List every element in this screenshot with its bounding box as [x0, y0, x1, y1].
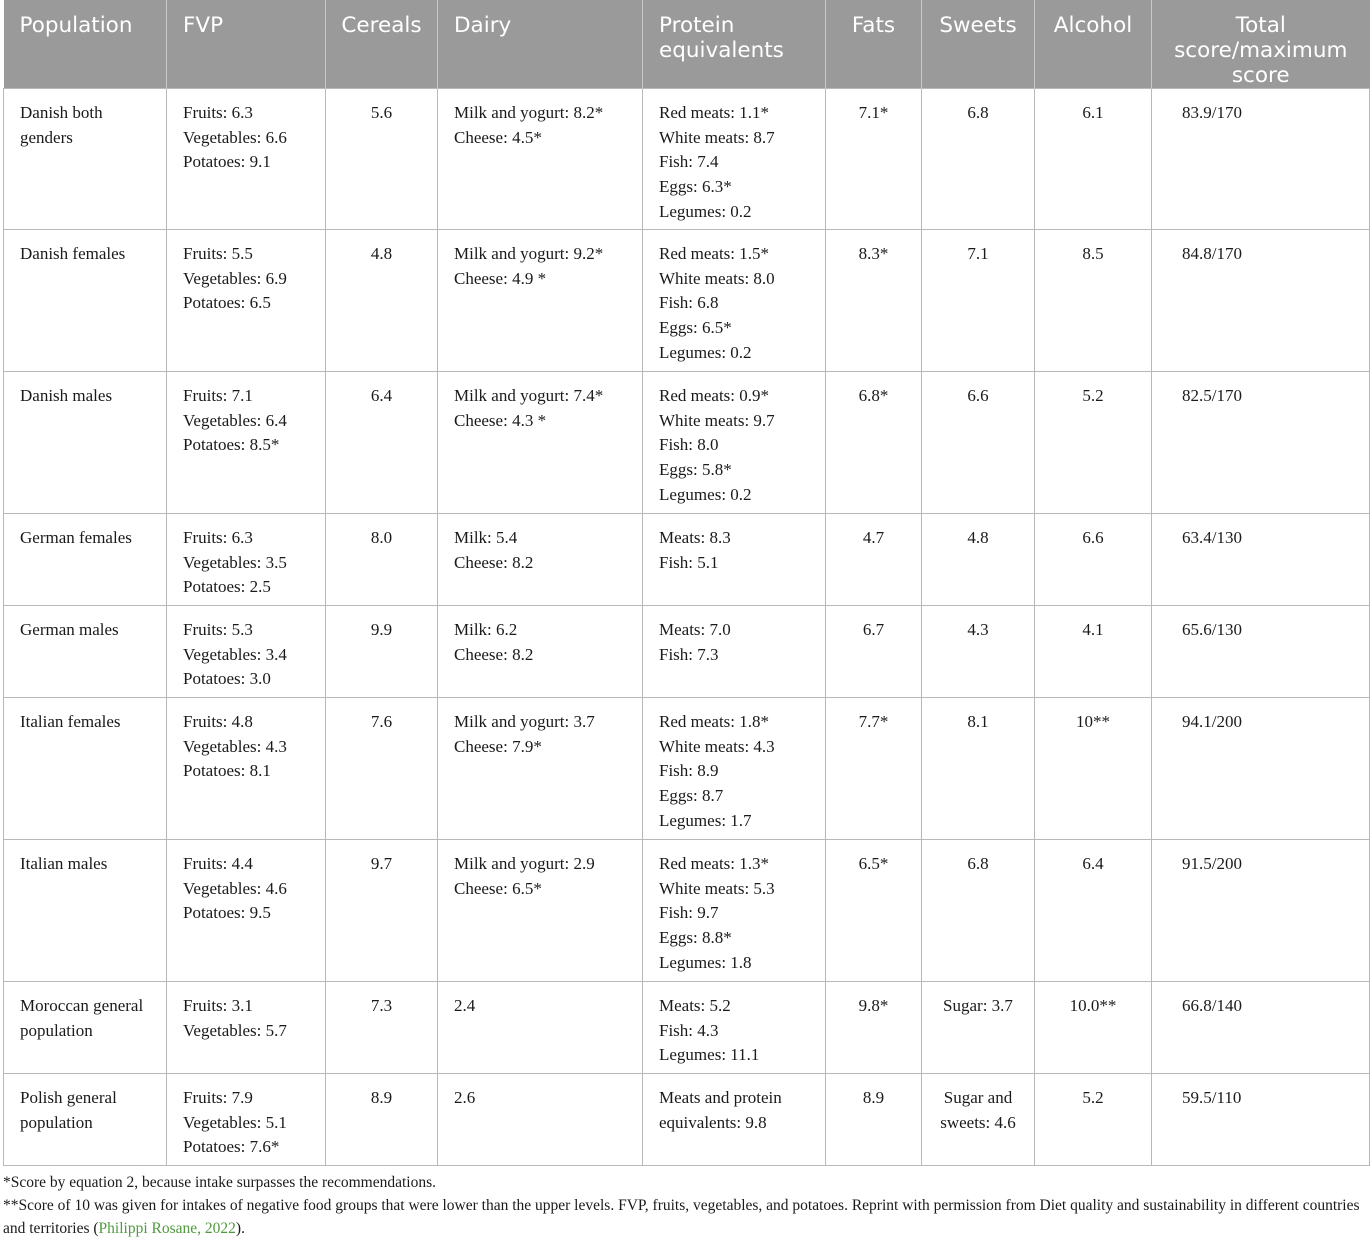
footnote-single-asterisk: *Score by equation 2, because intake surpasses the recommendations.: [3, 1174, 437, 1191]
cell-total: 83.9/170: [1152, 89, 1370, 230]
table-footnotes: [3, 1171, 1369, 1240]
cell-cereals: 7.3: [326, 982, 438, 1074]
cell-dairy: Milk and yogurt: 7.4* Cheese: 4.3 *: [438, 372, 643, 514]
diet-quality-table: [3, 0, 1370, 1166]
cell-protein: Red meats: 1.1* White meats: 8.7 Fish: 7.4 Eggs: 6.3* Legumes: 0.2: [643, 89, 826, 230]
cell-alcohol: 8.5: [1035, 230, 1152, 372]
cell-dairy: Milk: 6.2 Cheese: 8.2: [438, 606, 643, 698]
cell-protein: Red meats: 1.8* White meats: 4.3 Fish: 8.9 Eggs: 8.7 Legumes: 1.7: [643, 698, 826, 840]
cell-population: German females: [4, 514, 167, 606]
cell-fats: 8.3*: [826, 230, 922, 372]
cell-total: 66.8/140: [1152, 982, 1370, 1074]
cell-fvp: Fruits: 5.5 Vegetables: 6.9 Potatoes: 6.5: [167, 230, 326, 372]
cell-sweets: 4.3: [922, 606, 1035, 698]
cell-fats: 9.8*: [826, 982, 922, 1074]
cell-fvp: Fruits: 6.3 Vegetables: 3.5 Potatoes: 2.5: [167, 514, 326, 606]
cell-sweets: 6.8: [922, 840, 1035, 982]
cell-cereals: 7.6: [326, 698, 438, 840]
cell-population: Danish both genders: [4, 89, 167, 230]
cell-alcohol: 6.6: [1035, 514, 1152, 606]
cell-sweets: Sugar and sweets: 4.6: [922, 1074, 1035, 1166]
citation-link[interactable]: Philippi Rosane, 2022: [98, 1220, 236, 1237]
table-row: [4, 982, 1370, 1074]
header-fats: Fats: [826, 0, 922, 89]
header-cereals: Cereals: [326, 0, 438, 89]
cell-sweets: 7.1: [922, 230, 1035, 372]
cell-fvp: Fruits: 5.3 Vegetables: 3.4 Potatoes: 3.0: [167, 606, 326, 698]
cell-fvp: Fruits: 4.4 Vegetables: 4.6 Potatoes: 9.5: [167, 840, 326, 982]
cell-total: 91.5/200: [1152, 840, 1370, 982]
cell-fats: 4.7: [826, 514, 922, 606]
cell-protein: Meats: 7.0 Fish: 7.3: [643, 606, 826, 698]
cell-dairy: 2.6: [438, 1074, 643, 1166]
cell-alcohol: 5.2: [1035, 1074, 1152, 1166]
table-row: [4, 698, 1370, 840]
table-row: [4, 606, 1370, 698]
table-row: [4, 840, 1370, 982]
cell-protein: Red meats: 0.9* White meats: 9.7 Fish: 8.0 Eggs: 5.8* Legumes: 0.2: [643, 372, 826, 514]
cell-total: 65.6/130: [1152, 606, 1370, 698]
footnote-text: **Score of 10 was given for intakes of negative food groups that were lower than the upper levels. FVP, fruits, vegetables, and potatoes. Reprint with permission from Diet quality and sustainability in different countries and territories (: [3, 1197, 1360, 1237]
cell-fvp: Fruits: 7.1 Vegetables: 6.4 Potatoes: 8.5*: [167, 372, 326, 514]
cell-cereals: 6.4: [326, 372, 438, 514]
cell-total: 59.5/110: [1152, 1074, 1370, 1166]
cell-alcohol: 10.0**: [1035, 982, 1152, 1074]
cell-alcohol: 4.1: [1035, 606, 1152, 698]
cell-sweets: 8.1: [922, 698, 1035, 840]
cell-fvp: Fruits: 3.1 Vegetables: 5.7: [167, 982, 326, 1074]
cell-cereals: 5.6: [326, 89, 438, 230]
cell-alcohol: 6.1: [1035, 89, 1152, 230]
cell-alcohol: 10**: [1035, 698, 1152, 840]
cell-protein: Meats and protein equivalents: 9.8: [643, 1074, 826, 1166]
cell-alcohol: 6.4: [1035, 840, 1152, 982]
header-population: Population: [4, 0, 167, 89]
cell-cereals: 8.0: [326, 514, 438, 606]
cell-protein: Meats: 8.3 Fish: 5.1: [643, 514, 826, 606]
cell-total: 82.5/170: [1152, 372, 1370, 514]
cell-fats: 8.9: [826, 1074, 922, 1166]
cell-fats: 7.1*: [826, 89, 922, 230]
header-total-score: Total score/maximum score: [1152, 0, 1370, 89]
cell-fats: 7.7*: [826, 698, 922, 840]
cell-total: 63.4/130: [1152, 514, 1370, 606]
cell-protein: Red meats: 1.3* White meats: 5.3 Fish: 9.7 Eggs: 8.8* Legumes: 1.8: [643, 840, 826, 982]
header-row: [4, 0, 1370, 89]
cell-total: 84.8/170: [1152, 230, 1370, 372]
cell-fats: 6.5*: [826, 840, 922, 982]
cell-dairy: Milk and yogurt: 9.2* Cheese: 4.9 *: [438, 230, 643, 372]
table-row: [4, 514, 1370, 606]
cell-population: Danish females: [4, 230, 167, 372]
header-sweets: Sweets: [922, 0, 1035, 89]
cell-sweets: Sugar: 3.7: [922, 982, 1035, 1074]
cell-fvp: Fruits: 6.3 Vegetables: 6.6 Potatoes: 9.1: [167, 89, 326, 230]
header-dairy: Dairy: [438, 0, 643, 89]
cell-cereals: 9.7: [326, 840, 438, 982]
cell-total: 94.1/200: [1152, 698, 1370, 840]
table-row: [4, 89, 1370, 230]
cell-protein: Meats: 5.2 Fish: 4.3 Legumes: 11.1: [643, 982, 826, 1074]
cell-fats: 6.7: [826, 606, 922, 698]
footnote-text-end: ).: [235, 1220, 245, 1237]
footnote-double-asterisk: [3, 1194, 1369, 1240]
table-row: [4, 230, 1370, 372]
cell-cereals: 4.8: [326, 230, 438, 372]
cell-population: Italian males: [4, 840, 167, 982]
cell-dairy: Milk and yogurt: 3.7 Cheese: 7.9*: [438, 698, 643, 840]
table-row: [4, 1074, 1370, 1166]
header-fvp: FVP: [167, 0, 326, 89]
cell-population: Moroccan general population: [4, 982, 167, 1074]
table-container: [3, 0, 1369, 1240]
table-row: [4, 372, 1370, 514]
header-alcohol: Alcohol: [1035, 0, 1152, 89]
cell-dairy: Milk and yogurt: 8.2* Cheese: 4.5*: [438, 89, 643, 230]
cell-fvp: Fruits: 7.9 Vegetables: 5.1 Potatoes: 7.6*: [167, 1074, 326, 1166]
cell-dairy: 2.4: [438, 982, 643, 1074]
cell-cereals: 8.9: [326, 1074, 438, 1166]
cell-population: German males: [4, 606, 167, 698]
cell-cereals: 9.9: [326, 606, 438, 698]
cell-protein: Red meats: 1.5* White meats: 8.0 Fish: 6.8 Eggs: 6.5* Legumes: 0.2: [643, 230, 826, 372]
cell-dairy: Milk and yogurt: 2.9 Cheese: 6.5*: [438, 840, 643, 982]
cell-sweets: 6.6: [922, 372, 1035, 514]
cell-fats: 6.8*: [826, 372, 922, 514]
cell-population: Italian females: [4, 698, 167, 840]
cell-sweets: 4.8: [922, 514, 1035, 606]
cell-population: Danish males: [4, 372, 167, 514]
header-protein-equivalents: Protein equivalents: [643, 0, 826, 89]
cell-fvp: Fruits: 4.8 Vegetables: 4.3 Potatoes: 8.1: [167, 698, 326, 840]
cell-dairy: Milk: 5.4 Cheese: 8.2: [438, 514, 643, 606]
cell-sweets: 6.8: [922, 89, 1035, 230]
cell-alcohol: 5.2: [1035, 372, 1152, 514]
cell-population: Polish general population: [4, 1074, 167, 1166]
